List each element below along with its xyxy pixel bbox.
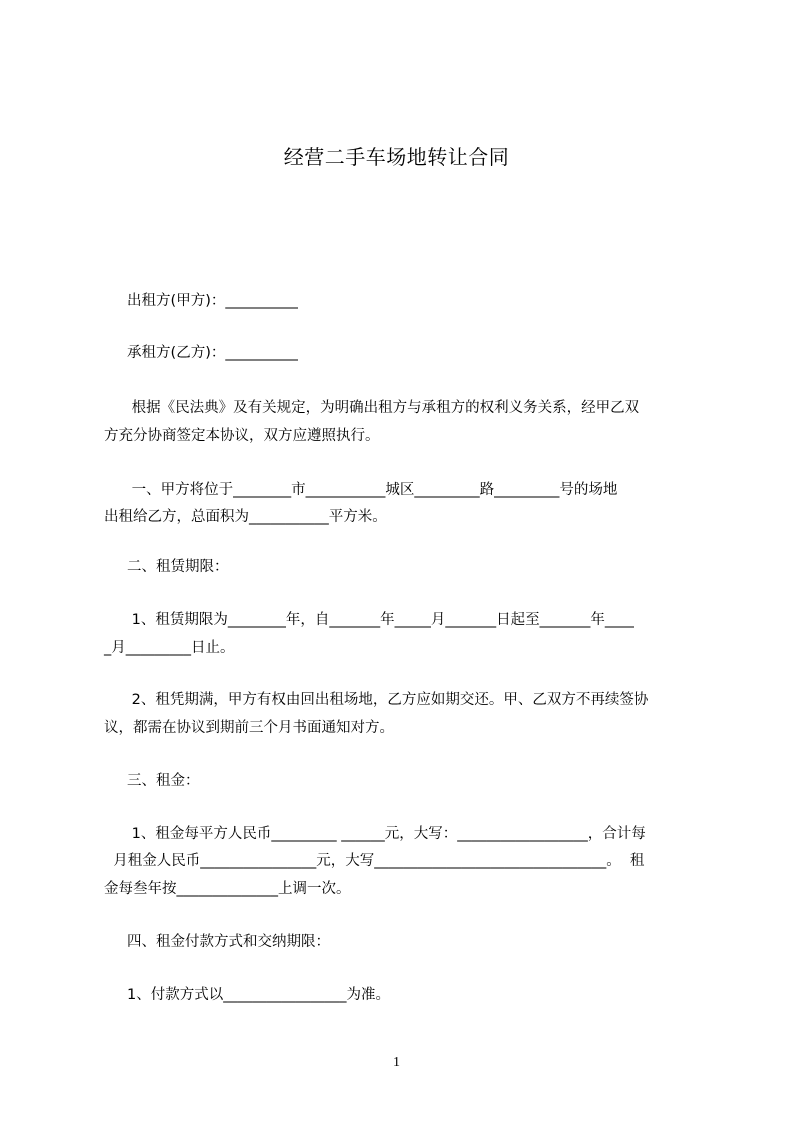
clause-2-1-line-1: 1、租赁期限为________年，自_______年_____月_______日起至_______年____ (104, 612, 634, 628)
clause-4-1-line-1: 1、付款方式以_________________为准。 (104, 987, 391, 1003)
document-title: 经营二手车场地转让合同 (283, 145, 510, 169)
clause-2-2-line-1: 2、租凭期满，甲方有权由回出租场地，乙方应如期交还。甲、乙双方不再续签协 (104, 692, 649, 708)
clause-3-1-line-3: 金每叁年按______________上调一次。 (104, 881, 351, 897)
clause-1-line-1: 一、甲方将位于________市___________城区_________路_________号的场地 (104, 482, 618, 498)
clause-2-2-line-2: 议，都需在协议到期前三个月书面通知对方。 (104, 720, 394, 736)
page-number: 1 (393, 1055, 400, 1070)
clause-1-line-2: 出租给乙方，总面积为___________平方米。 (104, 509, 387, 525)
clause-3-1-line-2: 月租金人民币________________元，大写________________________________。 租 (104, 853, 645, 869)
section-2-heading: 二、租赁期限： (104, 559, 229, 575)
clause-2-1-line-2: _月_________日止。 (104, 640, 235, 656)
preamble-line-2: 方充分协商签定本协议，双方应遵照执行。 (104, 428, 380, 444)
lessee-line: 承租方(乙方)：__________ (104, 345, 298, 361)
section-3-heading: 三、租金： (104, 773, 200, 789)
lessor-line: 出租方(甲方)：__________ (104, 293, 298, 309)
section-4-heading: 四、租金付款方式和交纳期限： (104, 934, 331, 950)
preamble-line-1: 根据《民法典》及有关规定，为明确出租方与承租方的权利义务关系，经甲乙双 (104, 400, 640, 416)
clause-3-1-line-1: 1、租金每平方人民币_________ ______元，大写：__________________，合计每 (104, 826, 646, 842)
